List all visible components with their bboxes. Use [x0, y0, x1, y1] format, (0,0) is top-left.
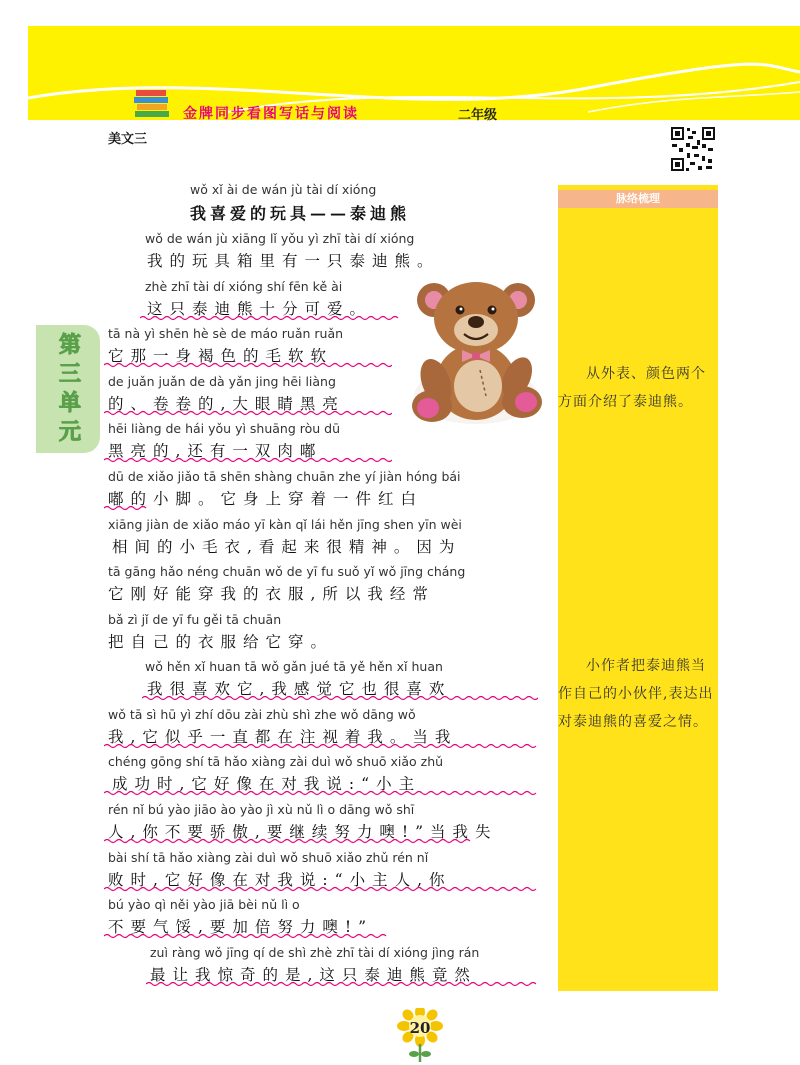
grade-label: 二年级: [458, 108, 498, 123]
text-line: 我很喜欢它,我感觉它也很喜欢: [147, 680, 452, 698]
text-line: 相间的小毛衣,看起来很精神。因为: [112, 538, 462, 556]
pinyin-line: hēi liàng de hái yǒu yì shuāng ròu dū: [108, 421, 341, 436]
text-line: 它那一身褐色的毛软软: [108, 347, 334, 365]
teddy-bear-illustration: [402, 278, 550, 428]
wavy-underline: [104, 886, 540, 892]
wavy-underline: [104, 838, 472, 844]
text-line: 嘟的小脚。它身上穿着一件红白: [108, 490, 424, 508]
series-title: 金牌同步看图写话与阅读: [183, 106, 359, 122]
pinyin-line: tā gāng hǎo néng chuān wǒ de yī fu suǒ yǐ wǒ jīng cháng: [108, 564, 466, 579]
text-line: 人,你不要骄傲,要继续努力噢!”当我失: [108, 823, 498, 841]
pinyin-line: bǎ zì jǐ de yī fu gěi tā chuān: [108, 612, 282, 627]
pinyin-line: de juǎn juǎn de dà yǎn jing hēi liàng: [108, 374, 336, 389]
unit-tab-label: 第三单元: [58, 332, 81, 445]
pinyin-line: tā nà yì shēn hè sè de máo ruǎn ruǎn: [108, 326, 344, 341]
qr-code-icon: [670, 126, 716, 172]
pinyin-line: xiāng jiàn de xiǎo máo yī kàn qǐ lái hěn jīng shen yīn wèi: [108, 517, 462, 532]
wavy-underline: [104, 933, 390, 939]
pinyin-line: dū de xiǎo jiǎo tā shēn shàng chuān zhe yí jiàn hóng bái: [108, 469, 461, 484]
wavy-underline: [140, 315, 402, 321]
pinyin-line: rén nǐ bú yào jiāo ào yào jì xù nǔ lì o dāng wǒ shī: [108, 802, 415, 817]
text-line: 这只泰迪熊十分可爱。: [147, 300, 373, 318]
wavy-underline: [104, 457, 392, 463]
text-line: 它刚好能穿我的衣服,所以我经常: [108, 585, 435, 603]
sidebar-heading: 脉络梳理: [558, 190, 718, 208]
article-title: 我喜爱的玩具——泰迪熊: [190, 204, 411, 223]
text-line: 黑亮的,还有一双肉嘟: [108, 442, 323, 460]
pinyin-line: bài shí tā hǎo xiàng zài duì wǒ shuō xiǎo zhǔ rén nǐ: [108, 850, 429, 865]
books-icon: [134, 88, 174, 120]
pinyin-line: wǒ de wán jù xiāng lǐ yǒu yì zhī tài dí xióng: [145, 231, 415, 246]
sidebar-note-2: 小作者把泰迪熊当作自己的小伙伴,表达出对泰迪熊的喜爱之情。: [558, 658, 714, 730]
wavy-underline: [104, 410, 392, 416]
text-line: 成功时,它好像在对我说:“小主: [112, 775, 422, 793]
sidebar-panel: [558, 185, 718, 991]
text-line: 最让我惊奇的是,这只泰迪熊竟然: [150, 966, 477, 984]
pinyin-line: zuì ràng wǒ jīng qí de shì zhè zhī tài dí xióng jìng rán: [150, 945, 480, 960]
wavy-underline: [146, 981, 536, 987]
text-line: 我的玩具箱里有一只泰迪熊。: [147, 252, 440, 270]
pinyin-line: bú yào qì něi yào jiā bèi nǔ lì o: [108, 897, 300, 912]
wavy-underline: [104, 790, 540, 796]
section-label: 美文三: [108, 132, 148, 147]
wavy-underline: [104, 362, 392, 368]
title-pinyin: wǒ xǐ ài de wán jù tài dí xióng: [190, 182, 377, 197]
wavy-underline: [142, 695, 538, 701]
text-line: 把自己的衣服给它穿。: [108, 633, 334, 651]
pinyin-line: zhè zhī tài dí xióng shí fēn kě ài: [145, 279, 343, 294]
page-number: 20: [409, 1019, 431, 1037]
text-line: 的、卷卷的,大眼睛黑亮: [108, 395, 345, 413]
pinyin-line: wǒ tā sì hū yì zhí dōu zài zhù shì zhe wǒ dāng wǒ: [108, 707, 416, 722]
pinyin-line: wǒ hěn xǐ huan tā wǒ gǎn jué tā yě hěn xǐ huan: [145, 659, 443, 674]
text-line: 不要气馁,要加倍努力噢!”: [108, 918, 374, 936]
wavy-underline: [104, 505, 148, 511]
pinyin-line: chéng gōng shí tā hǎo xiàng zài duì wǒ shuō xiǎo zhǔ: [108, 754, 444, 769]
sidebar-note-1: 从外表、颜色两个方面介绍了泰迪熊。: [558, 366, 706, 410]
text-line: 败时,它好像在对我说:“小主人,你: [108, 871, 452, 889]
text-line: 我,它似乎一直都在注视着我。当我: [108, 728, 458, 746]
wavy-underline: [104, 743, 540, 749]
